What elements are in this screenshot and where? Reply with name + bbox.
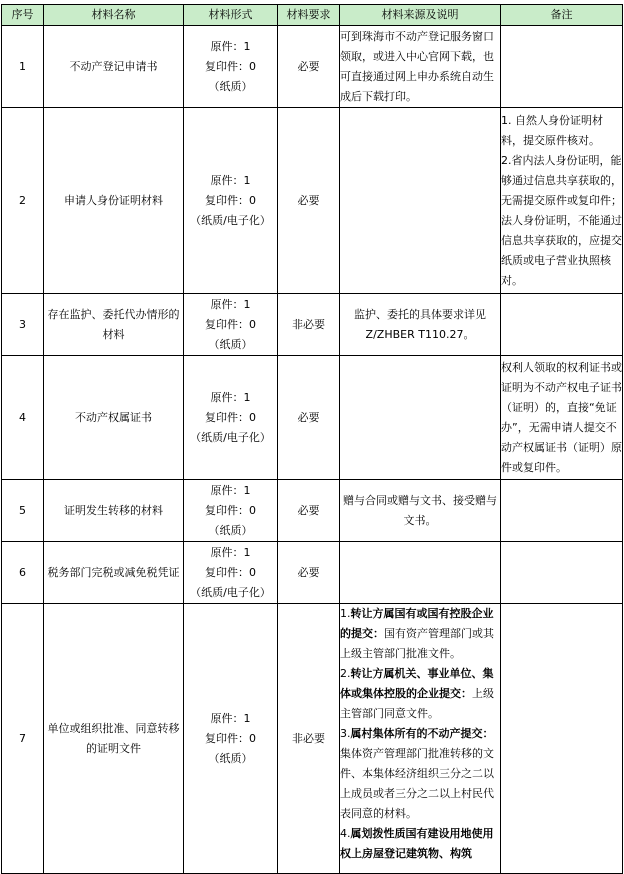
item-text: 国有资产管理部门或其上级主管部门批准文件。 [340,627,494,660]
row-seq: 5 [2,480,44,542]
form-copy: 复印件：0 [205,503,256,517]
form-original: 原件：1 [210,39,251,53]
row-name: 不动产权属证书 [44,356,184,480]
form-original: 原件：1 [210,173,251,187]
item-number: 1. [340,607,351,620]
form-medium: （纸质/电子化） [190,213,271,227]
table-row [2,542,623,604]
row-form [184,542,278,604]
form-copy: 复印件：0 [205,731,256,745]
note-item: 2.省内法人身份证明，能够通过信息共享获取的，无需提交原件或复印件；法人身份证明，不能通过信息共享获取的，应提交纸质或电子营业执照核对。 [501,153,622,287]
form-copy: 复印件：0 [205,59,256,73]
row-note [501,26,623,108]
row-req: 必要 [278,356,340,480]
table-row [2,604,623,874]
row-form [184,604,278,874]
header-row [2,5,623,26]
row-source [340,356,501,480]
row-note [501,294,623,356]
row-source [340,604,501,874]
row-note [501,108,623,294]
form-copy: 复印件：0 [205,410,256,424]
row-req: 非必要 [278,294,340,356]
row-seq: 4 [2,356,44,480]
item-number: 4. [340,827,351,840]
row-source: 监护、委托的具体要求详见Z/ZHBER T110.27。 [340,294,501,356]
header-form: 材料形式 [184,5,278,26]
item-text: 集体资产管理部门批准转移的文件、本集体经济组织三分之二以上成员或者三分之二以上村民代表同意的材料。 [340,747,494,820]
row-req: 必要 [278,542,340,604]
row-name: 单位或组织批准、同意转移的证明文件 [44,604,184,874]
item-heading: 属村集体所有的不动产提交： [350,727,494,740]
row-note: 权利人领取的权利证书或证明为不动产权电子证书（证明）的，直接“免证办”，无需申请人提交不动产权属证书（证明）原件或复印件。 [501,356,623,480]
note-item: 1. 自然人身份证明材料，提交原件核对。 [501,113,603,147]
item-heading: 属划拨性质国有建设用地使用权上房屋登记建筑物、构筑 [340,827,494,860]
source-item [340,724,500,824]
row-name: 申请人身份证明材料 [44,108,184,294]
row-form [184,294,278,356]
source-item [340,824,500,864]
form-medium: （纸质） [208,751,253,765]
row-name: 存在监护、委托代办情形的材料 [44,294,184,356]
form-original: 原件：1 [210,483,251,497]
row-note [501,542,623,604]
row-source: 赠与合同或赠与文书、接受赠与文书。 [340,480,501,542]
row-req: 必要 [278,108,340,294]
form-copy: 复印件：0 [205,193,256,207]
header-note: 备注 [501,5,623,26]
row-req: 必要 [278,480,340,542]
table-row [2,108,623,294]
table-row [2,26,623,108]
row-form [184,108,278,294]
row-seq: 3 [2,294,44,356]
row-form [184,26,278,108]
form-original: 原件：1 [210,711,251,725]
materials-table [1,4,623,874]
form-original: 原件：1 [210,390,251,404]
header-name: 材料名称 [44,5,184,26]
row-source [340,108,501,294]
row-req: 必要 [278,26,340,108]
row-form [184,356,278,480]
table-row [2,356,623,480]
form-medium: （纸质） [208,337,253,351]
form-medium: （纸质） [208,79,253,93]
header-seq: 序号 [2,5,44,26]
row-seq: 7 [2,604,44,874]
form-copy: 复印件：0 [205,317,256,331]
row-name: 不动产登记申请书 [44,26,184,108]
form-original: 原件：1 [210,545,251,559]
form-medium: （纸质/电子化） [190,585,271,599]
row-form [184,480,278,542]
header-source: 材料来源及说明 [340,5,501,26]
table-row [2,294,623,356]
source-item [340,604,500,664]
row-name: 证明发生转移的材料 [44,480,184,542]
item-number: 2. [340,667,351,680]
row-source: 可到珠海市不动产登记服务窗口领取，或进入中心官网下载，也可直接通过网上申办系统自动生成后下载打印。 [340,26,501,108]
item-text: 上级主管部门同意文件。 [340,687,494,720]
table-row [2,480,623,542]
form-copy: 复印件：0 [205,565,256,579]
form-medium: （纸质/电子化） [190,430,271,444]
form-medium: （纸质） [208,523,253,537]
item-heading: 转让方属国有或国有控股企业的提交： [340,607,494,640]
row-source [340,542,501,604]
row-note [501,604,623,874]
row-seq: 1 [2,26,44,108]
header-req: 材料要求 [278,5,340,26]
item-number: 3. [340,727,351,740]
row-name: 税务部门完税或减免税凭证 [44,542,184,604]
row-seq: 6 [2,542,44,604]
row-note [501,480,623,542]
row-seq: 2 [2,108,44,294]
form-original: 原件：1 [210,297,251,311]
row-req: 非必要 [278,604,340,874]
source-item [340,664,500,724]
item-heading: 转让方属机关、事业单位、集体或集体控股的企业提交： [340,667,494,700]
